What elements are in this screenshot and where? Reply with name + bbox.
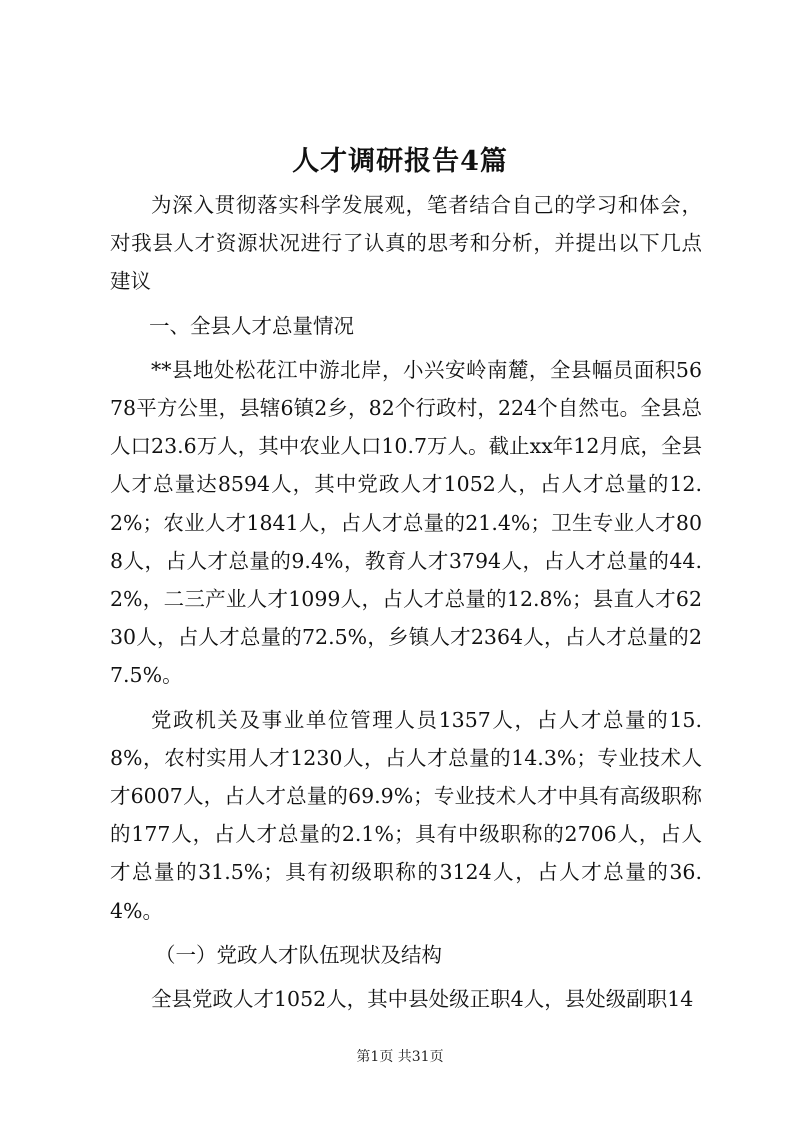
document-body (110, 186, 702, 1018)
talent-structure-paragraph: 党政机关及事业单位管理人员1357人，占人才总量的15.8%，农村实用人才1230人，占人才总量的14.3%；专业技术人才6007人，占人才总量的69.9%；专业技术人才中具有高级职称的177人，占人才总量的2.1%；具有中级职称的2706人，占人才总量的31.5%；具有初级职称的3124人，占人才总量的36.4%。 (110, 707, 702, 923)
party-talent-paragraph: 全县党政人才1052人，其中县处级正职4人，县处级副职14 (151, 987, 694, 1012)
document-title: 人才调研报告4篇 (292, 146, 508, 177)
subsection-heading-1: （一）党政人才队伍现状及结构 (155, 942, 442, 967)
section-heading-1: 一、全县人才总量情况 (149, 313, 354, 338)
intro-paragraph: 为深入贯彻落实科学发展观，笔者结合自己的学习和体会，对我县人才资源状况进行了认真的思考和分析，并提出以下几点建议 (110, 193, 702, 294)
county-overview-paragraph: **县地处松花江中游北岸，小兴安岭南麓，全县幅员面积5678平方公里，县辖6镇2乡，82个行政村，224个自然屯。全县总人口23.6万人，其中农业人口10.7万人。截止xx年12月底，全县人才总量达8594人，其中党政人才1052人，占人才总量的12.2%；农业人才1841人，占人才总量的21.4%；卫生专业人才808人，占人才总量的9.4%，教育人才3794人，占人才总量的44.2%，二三产业人才1099人，占人才总量的12.8%；县直人才6230人，占人才总量的72.5%，乡镇人才2364人，占人才总量的27.5%。 (110, 357, 702, 688)
page-footer: 第1页 共31页 (356, 1049, 444, 1065)
